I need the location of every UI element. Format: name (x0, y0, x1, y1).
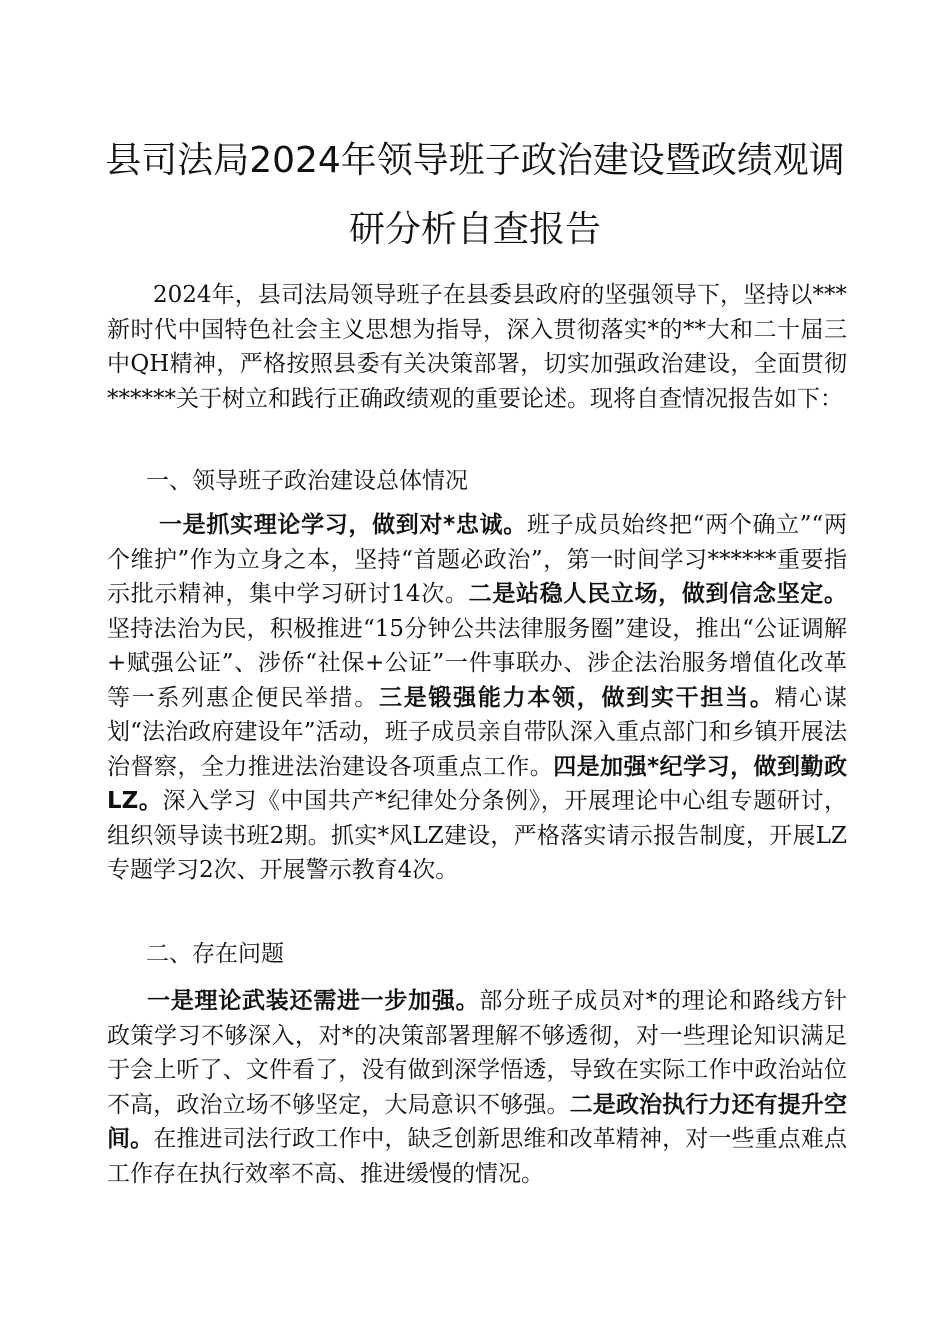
section-2-paragraph (107, 984, 847, 1191)
document-title-line-1: 县司法局2024年领导班子政治建设暨政绩观调 (105, 140, 845, 181)
point-1-bold: 一是抓实理论学习，做到对*忠诚。 (159, 512, 527, 538)
problem-1-bold: 一是理论武装还需进一步加强。 (147, 988, 480, 1014)
problem-1-text: 部分班子成员对*的理论和路线方针政策学习不够深入，对*的决策部署理解不够透彻，对一些理论知识满足于会上听了、文件看了，没有做到深学悟透，导致在实际工作中政治站位不高，政治立场不够坚定，大局意识不够强。 (107, 988, 848, 1118)
intro-paragraph: 2024年，县司法局领导班子在县委县政府的坚强领导下，坚持以***新时代中国特色社会主义思想为指导，深入贯彻落实*的**大和二十届三中QH精神，严格按照县委有关决策部署，切实加强政治建设，全面贯彻******关于树立和践行正确政绩观的重要论述。现将自查情况报告如下： (107, 282, 847, 412)
point-2-text: 坚持法治为民，积极推进“15分钟公共法律服务圈”建设，推出“公证调解+赋强公证”、涉侨“社保+公证”一件事联办、涉企法治服务增值化改革等一系列惠企便民举措。 (107, 615, 847, 711)
point-2-bold: 二是站稳人民立场，做到信念坚定。 (468, 581, 848, 607)
point-3-bold: 三是锻强能力本领，做到实干担当。 (378, 684, 775, 711)
problem-2-text: 在推进司法行政工作中，缺乏创新思维和改革精神，对一些重点难点工作存在执行效率不高、推进缓慢的情况。 (107, 1126, 848, 1187)
section-2-heading: 二、存在问题 (146, 941, 284, 967)
problem-2-bold: 二是政治执行力还有提升空间。 (107, 1091, 848, 1152)
section-1-paragraph (107, 508, 847, 888)
document-title-line-2: 研分析自查报告 (348, 209, 601, 250)
point-3-text: 精心谋划“法治政府建设年”活动，班子成员亲自带队深入重点部门和乡镇开展法治督察，全力推进法治建设各项重点工作。 (107, 684, 848, 780)
point-4-bold: 四是加强*纪学习，做到勤政LZ。 (107, 753, 848, 814)
point-4-text: 深入学习《中国共产*纪律处分条例》，开展理论中心组专题研讨，组织领导读书班2期。抓实*风LZ建设，严格落实请示报告制度，开展LZ专题学习2次、开展警示教育4次。 (107, 788, 847, 883)
point-1-text: 班子成员始终把“两个确立”“两个维护”作为立身之本，坚持“首题必政治”，第一时间学习******重要指示批示精神，集中学习研讨14次。 (107, 512, 847, 607)
section-1-heading: 一、领导班子政治建设总体情况 (146, 468, 468, 494)
